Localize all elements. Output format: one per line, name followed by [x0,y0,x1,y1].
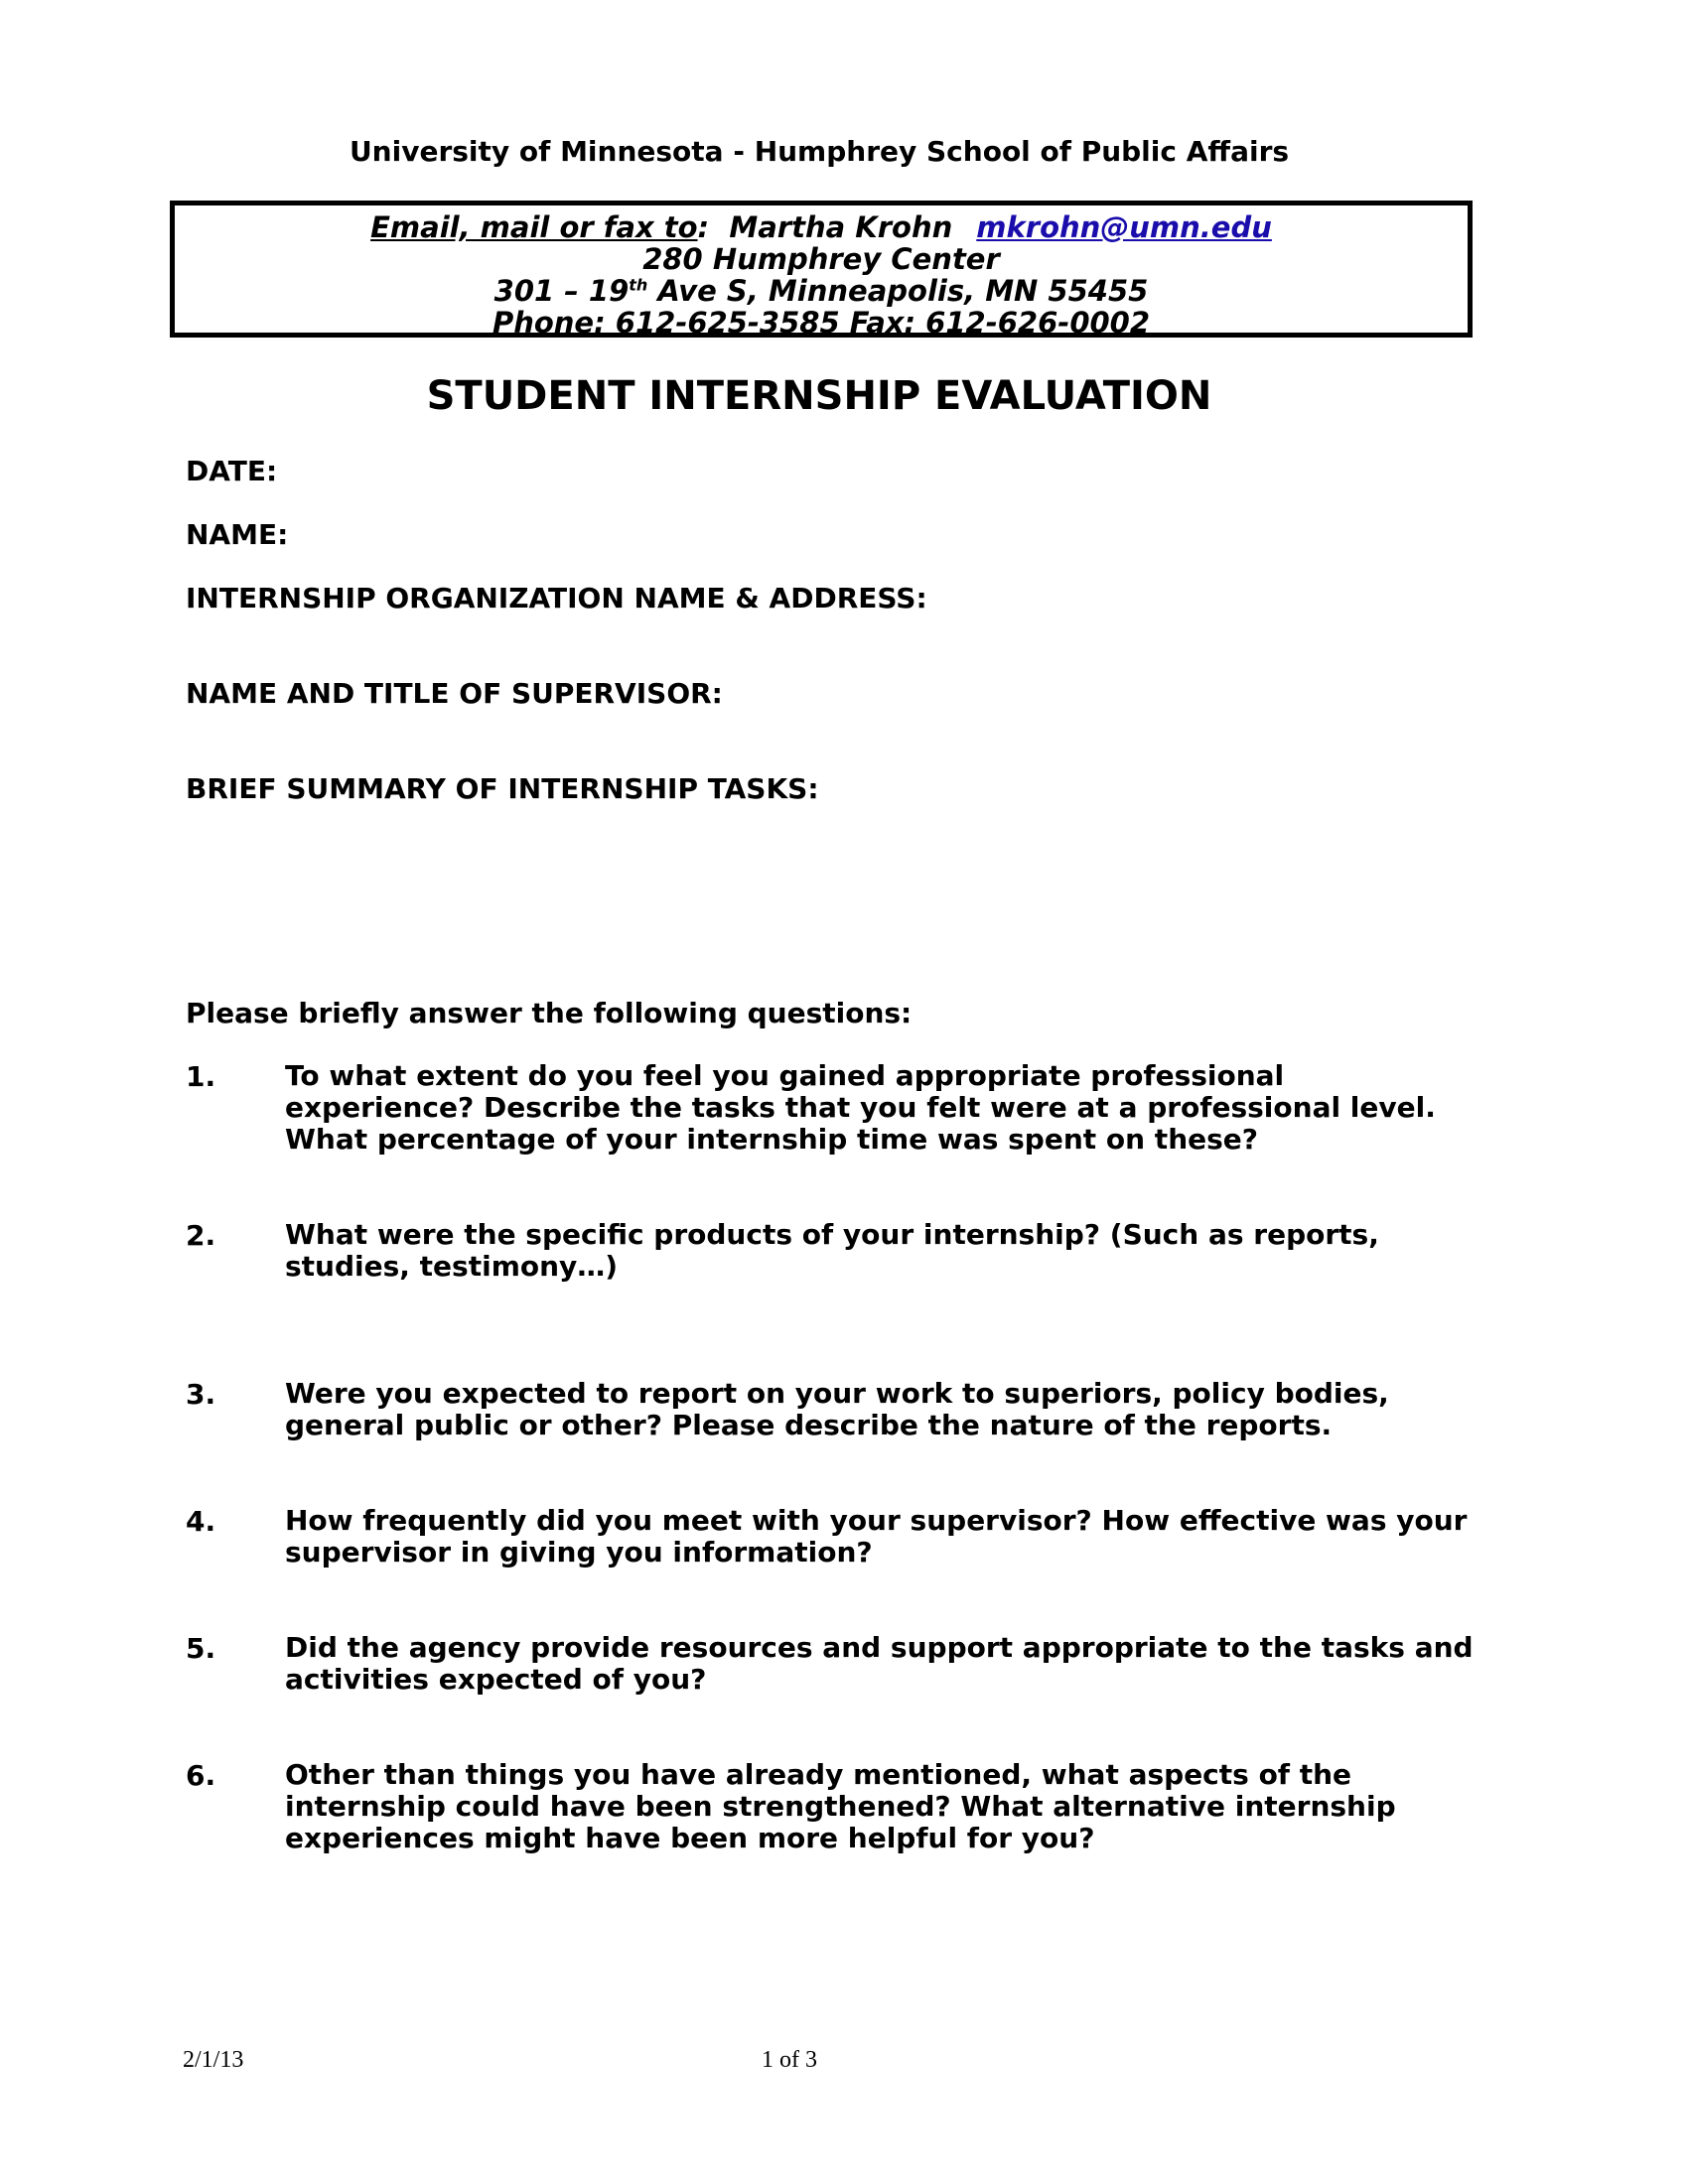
question-number-2: 2. [186,1219,216,1252]
question-number-6: 6. [186,1759,216,1792]
question-text-6: Other than things you have already mentioned, what aspects of the internship could have been strengthened? What alternative internship experiences might have been more helpful for you? [285,1758,1396,1854]
instructions: Please briefly answer the following questions: [186,997,913,1029]
contact-colon: : [697,210,710,244]
contact-line-1 [175,211,1468,243]
footer-page-number: 1 of 3 [762,2047,817,2073]
question-number-3: 3. [186,1378,216,1411]
footer-date: 2/1/13 [183,2047,244,2073]
contact-address-2 [175,275,1468,307]
university-heading: University of Minnesota - Humphrey School of Public Affairs [349,135,1290,168]
question-text-2: What were the specific products of your internship? (Such as reports, studies, testimony…) [285,1218,1379,1283]
question-number-1: 1. [186,1060,216,1093]
contact-phone-fax: Phone: 612-625-3585 Fax: 612-626-0002 [492,306,1151,340]
email-link[interactable]: mkrohn@umn.edu [976,210,1272,244]
contact-prefix: Email, mail or fax to [370,210,698,244]
question-number-4: 4. [186,1505,216,1538]
question-text-1: To what extent do you feel you gained appropriate professional experience? Describe the tasks that you felt were at a professional level. What percentage of your internship time was spent on these? [285,1059,1436,1156]
name-label: NAME: [186,518,289,551]
question-text-5: Did the agency provide resources and support appropriate to the tasks and activities expected of you? [285,1631,1474,1696]
supervisor-label: NAME AND TITLE OF SUPERVISOR: [186,677,723,710]
contact-box [170,201,1473,338]
date-label: DATE: [186,455,278,487]
contact-name: Martha Krohn [729,210,953,244]
address-street-b: Ave S, Minneapolis, MN 55455 [647,274,1149,308]
summary-label: BRIEF SUMMARY OF INTERNSHIP TASKS: [186,772,819,805]
question-number-5: 5. [186,1632,216,1665]
question-text-3: Were you expected to report on your work to superiors, policy bodies, general public or other? Please describe the nature of the reports. [285,1377,1389,1441]
question-text-4: How frequently did you meet with your supervisor? How effective was your supervisor in giving you information? [285,1504,1468,1569]
address-ordinal-suffix: th [629,275,648,295]
organization-label: INTERNSHIP ORGANIZATION NAME & ADDRESS: [186,582,927,614]
form-title: STUDENT INTERNSHIP EVALUATION [426,373,1212,419]
contact-address-1: 280 Humphrey Center [642,242,1000,276]
address-street-a: 301 – 19 [493,274,630,308]
